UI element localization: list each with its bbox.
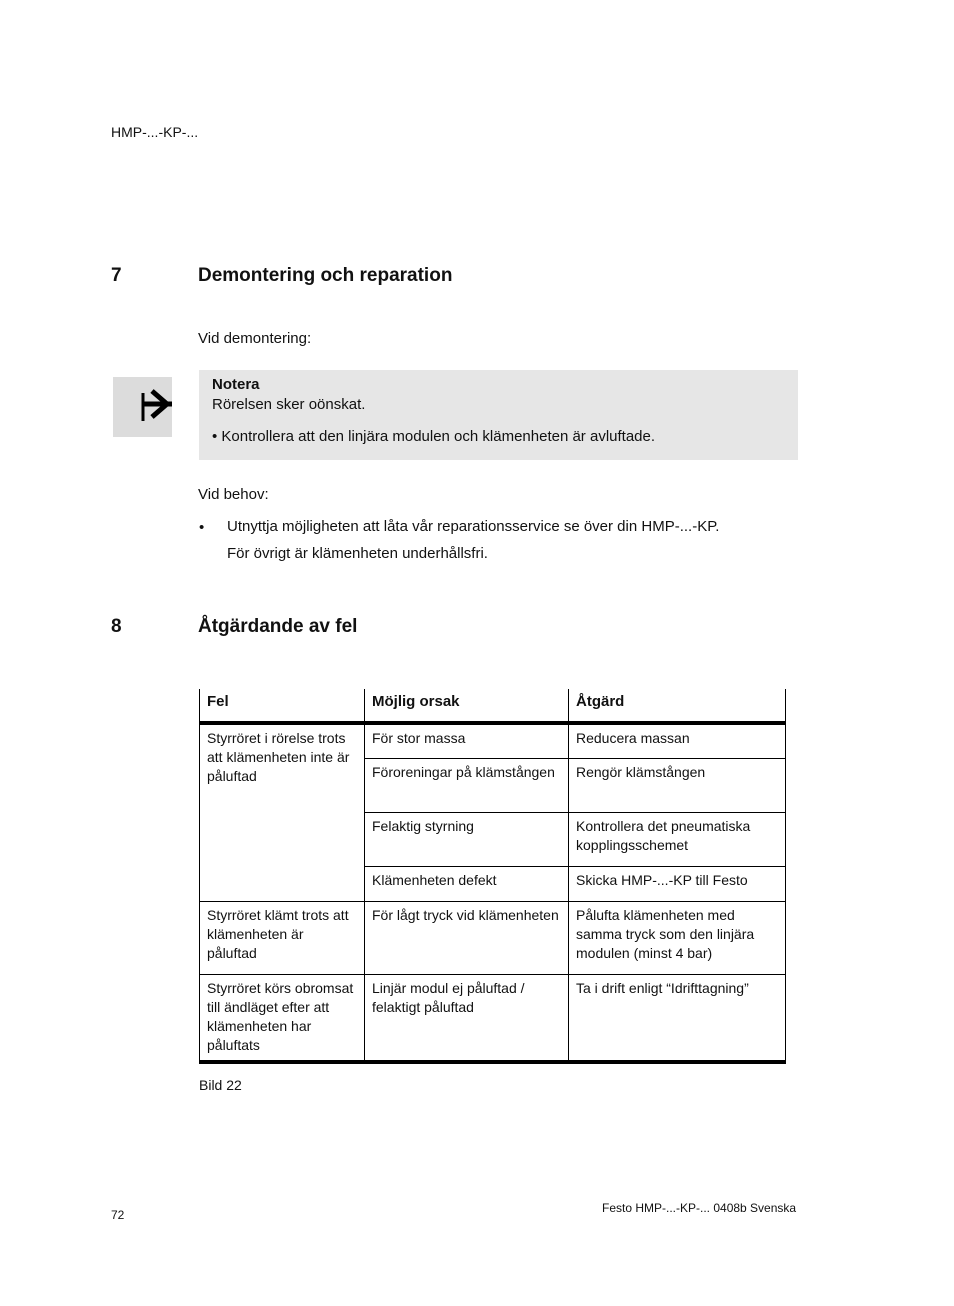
note-text: Rörelsen sker oönskat. (212, 396, 366, 413)
table-row (200, 901, 786, 974)
section-8-title: Åtgärdande av fel (198, 616, 358, 637)
cause-cell: För lågt tryck vid klämenheten (365, 901, 569, 974)
table-row (200, 723, 786, 758)
cause-cell: Felaktig styrning (365, 812, 569, 866)
bullet-text-line-2: För övrigt är klämenheten underhållsfri. (227, 545, 488, 562)
bullet-mark: • (199, 519, 205, 536)
note-box (199, 370, 798, 460)
need-label: Vid behov: (198, 486, 269, 503)
section-7-number: 7 (111, 265, 122, 286)
table-row (200, 974, 786, 1062)
page-number: 72 (111, 1208, 125, 1222)
remedy-cell: Rengör klämstången (569, 758, 786, 812)
remedy-cell: Pålufta klämenheten med samma tryck som den linjära modulen (minst 4 bar) (569, 901, 786, 974)
remedy-cell: Skicka HMP-...-KP till Festo (569, 866, 786, 901)
section-7-title: Demontering och reparation (198, 265, 453, 286)
cause-cell: Föroreningar på klämstången (365, 758, 569, 812)
fault-cell: Styrröret klämt trots att klämenheten är påluftad (200, 901, 365, 974)
note-bullet: • Kontrollera att den linjära modulen och klämenheten är avluftade. (212, 428, 656, 445)
fault-cell: Styrröret körs obromsat till ändläget efter att klämenheten har påluftats (200, 974, 365, 1062)
header-cause: Möjlig orsak (365, 689, 569, 723)
demontering-intro: Vid demontering: (198, 330, 312, 347)
cause-cell: För stor massa (365, 723, 569, 758)
bullet-text-line-1: Utnyttja möjligheten att låta vår reparationsservice se över din HMP-...-KP. (227, 518, 720, 535)
header-fault: Fel (200, 689, 365, 723)
note-title: Notera (212, 376, 260, 393)
table-header-row (200, 689, 786, 723)
fault-table (199, 689, 786, 1064)
fault-cell: Styrröret i rörelse trots att klämenheten inte är påluftad (200, 723, 365, 901)
remedy-cell: Kontrollera det pneumatiska kopplingsschemet (569, 812, 786, 866)
header-remedy: Åtgärd (569, 689, 786, 723)
running-header: HMP-...-KP-... (111, 124, 199, 140)
section-8-number: 8 (111, 616, 122, 637)
figure-caption: Bild 22 (199, 1077, 242, 1093)
cause-cell: Linjär modul ej påluftad / felaktigt påluftad (365, 974, 569, 1062)
footer-text: Festo HMP-...-KP-... 0408b Svenska (602, 1201, 797, 1215)
cause-cell: Klämenheten defekt (365, 866, 569, 901)
remedy-cell: Ta i drift enligt “Idrifttagning” (569, 974, 786, 1062)
remedy-cell: Reducera massan (569, 723, 786, 758)
arrow-right-icon (113, 377, 172, 437)
note-icon-box (113, 377, 172, 437)
